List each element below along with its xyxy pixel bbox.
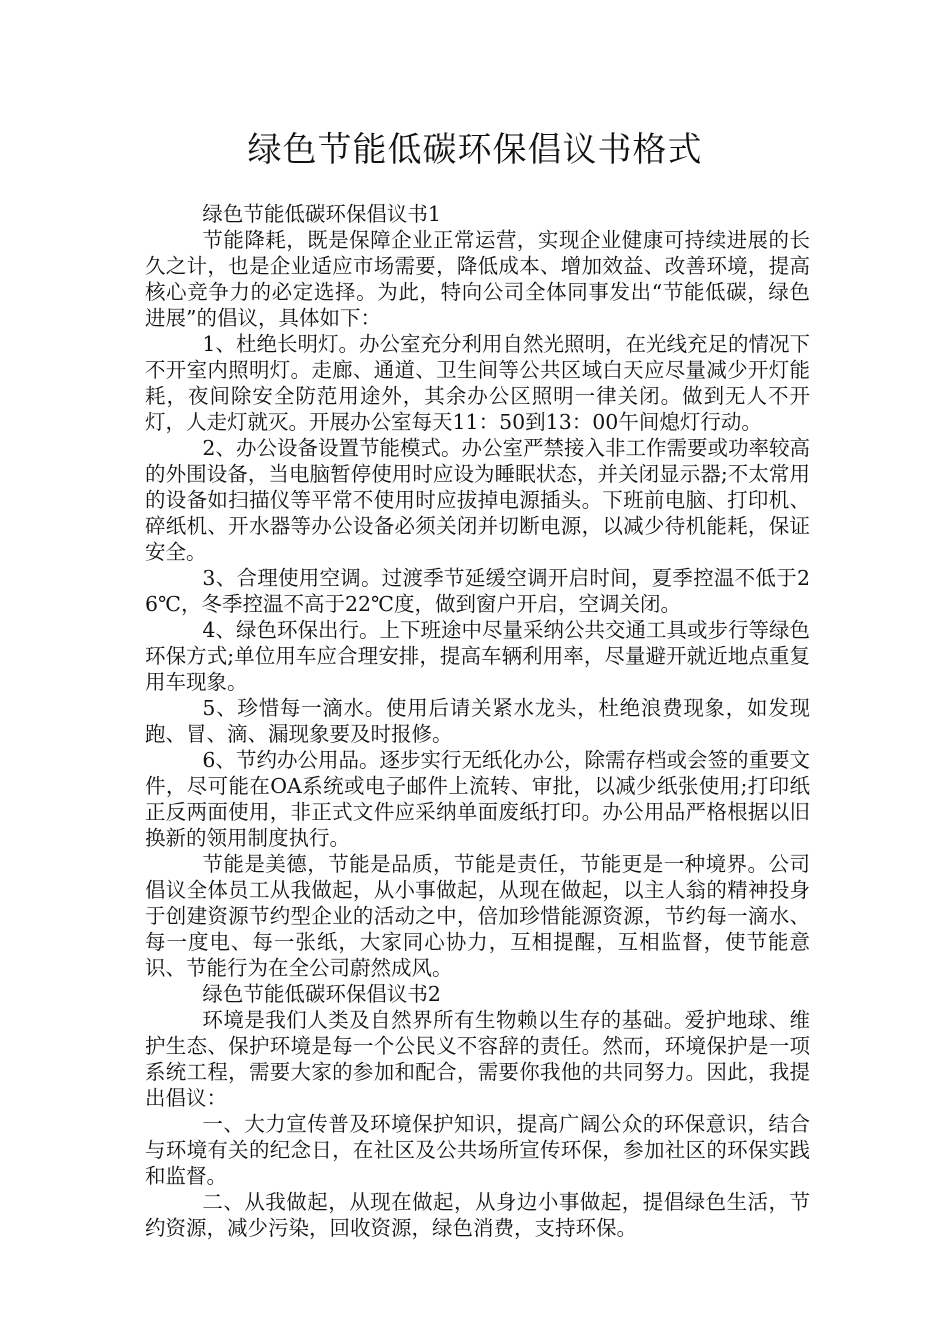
item-air-conditioning: 3、合理使用空调。过渡季节延缓空调开启时间，夏季控温不低于26℃，冬季控温不高于22℃度，做到窗户开启，空调关闭。: [145, 566, 810, 616]
item-lights: 1、杜绝长明灯。办公室充分利用自然光照明，在光线充足的情况下不开室内照明灯。走廊、通道、卫生间等公共区域白天应尽量减少开灯能耗，夜间除安全防范用途外，其余办公区照明一律关闭。做到无人不开灯，人走灯就灭。开展办公室每天11：50到13：00午间熄灯行动。: [145, 332, 810, 434]
item-water: 5、珍惜每一滴水。使用后请关紧水龙头，杜绝浪费现象，如发现跑、冒、滴、漏现象要及时报修。: [145, 696, 810, 746]
item-green-travel: 4、绿色环保出行。上下班途中尽量采纳公共交通工具或步行等绿色环保方式;单位用车应合理安排，提高车辆利用率，尽量避开就近地点重复用车现象。: [145, 618, 810, 694]
document-body: [145, 201, 810, 1241]
document-title: 绿色节能低碳环保倡议书格式: [247, 130, 703, 170]
section-heading-2: 绿色节能低碳环保倡议书2: [202, 982, 441, 1006]
proposal-one: 一、大力宣传普及环境保护知识，提高广阔公众的环保意识，结合与环境有关的纪念日，在社区及公共场所宣传环保，参加社区的环保实践和监督。: [145, 1112, 810, 1188]
intro-paragraph-2: 环境是我们人类及自然界所有生物赖以生存的基础。爱护地球、维护生态、保护环境是每一个公民义不容辞的责任。然而，环境保护是一项系统工程，需要大家的参加和配合，需要你我他的共同努力。因此，我提出倡议：: [145, 1008, 810, 1110]
proposal-two: 二、从我做起，从现在做起，从身边小事做起，提倡绿色生活，节约资源，减少污染，回收资源，绿色消费，支持环保。: [145, 1190, 810, 1240]
item-office-supplies: 6、节约办公用品。逐步实行无纸化办公，除需存档或会签的重要文件，尽可能在OA系统或电子邮件上流转、审批，以减少纸张使用;打印纸正反两面使用，非正式文件应采纳单面废纸打印。办公用品严格根据以旧换新的领用制度执行。: [145, 748, 810, 850]
section-heading-1: 绿色节能低碳环保倡议书1: [202, 202, 441, 226]
intro-paragraph: 节能降耗，既是保障企业正常运营，实现企业健康可持续进展的长久之计，也是企业适应市场需要，降低成本、增加效益、改善环境，提高核心竞争力的必定选择。为此，特向公司全体同事发出“节能低碳，绿色进展”的倡议，具体如下：: [145, 228, 810, 330]
closing-paragraph-1: 节能是美德，节能是品质，节能是责任，节能更是一种境界。公司倡议全体员工从我做起，从小事做起，从现在做起，以主人翁的精神投身于创建资源节约型企业的活动之中，倍加珍惜能源资源，节约每一滴水、每一度电、每一张纸，大家同心协力，互相提醒，互相监督，使节能意识、节能行为在全公司蔚然成风。: [145, 852, 810, 980]
item-office-equipment: 2、办公设备设置节能模式。办公室严禁接入非工作需要或功率较高的外围设备，当电脑暂停使用时应设为睡眠状态，并关闭显示器;不太常用的设备如扫描仪等平常不使用时应拔掉电源插头。下班前电脑、打印机、碎纸机、开水器等办公设备必须关闭并切断电源，以减少待机能耗，保证安全。: [145, 436, 810, 564]
